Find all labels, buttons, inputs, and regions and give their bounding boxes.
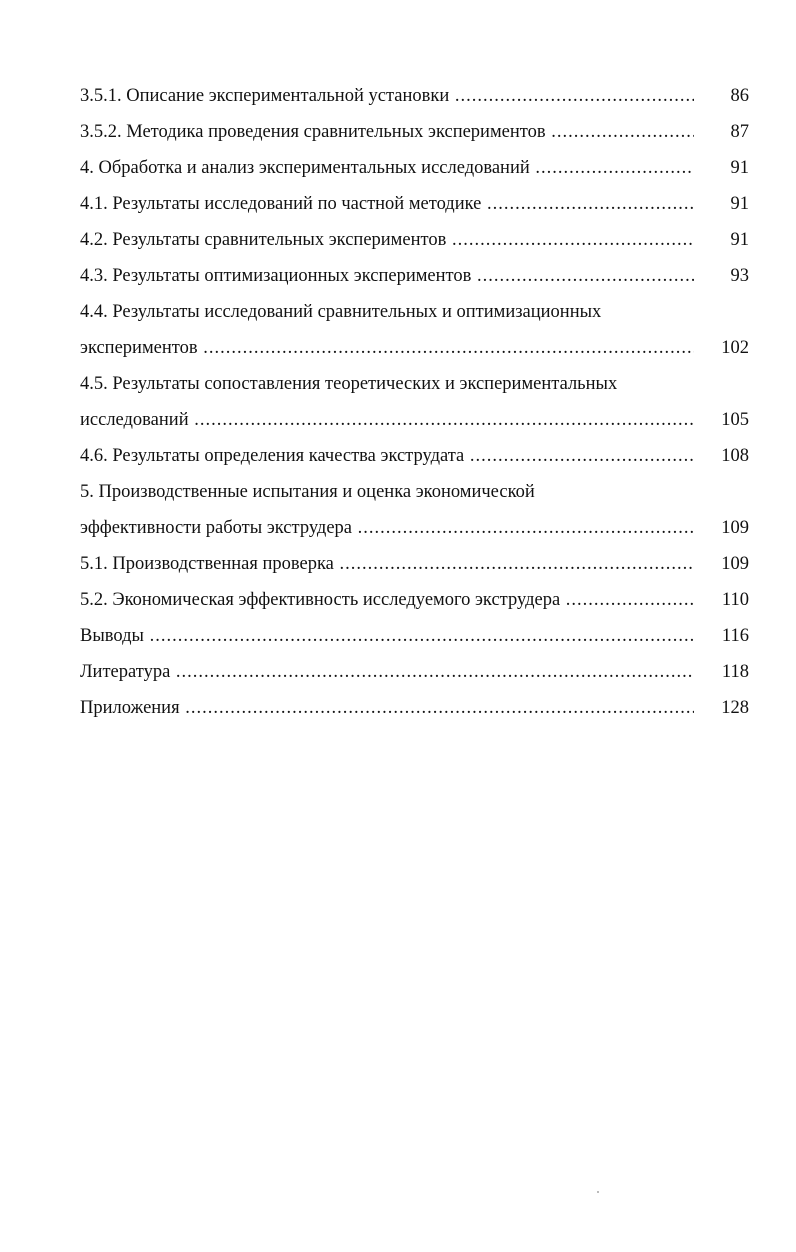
toc-entry-title: 5.2. Экономическая эффективность исследуемого экструдера ..... [80,582,694,618]
toc-entry [80,582,752,618]
toc-entry-title: Приложения ..... [80,690,694,726]
toc-entry-title: 4.1. Результаты исследований по частной методике ..... [80,186,694,222]
toc-entry-title: 4.5. Результаты сопоставления теоретических и экспериментальных [80,374,618,394]
toc-entry-title: Выводы ..... [80,618,694,654]
toc-entry [80,654,752,690]
toc-entry-page: 118 [721,662,749,682]
toc-entry-page: 109 [721,554,749,574]
toc-entry-title: 4.3. Результаты оптимизационных экспериментов ..... [80,258,694,294]
toc-entry [80,114,752,150]
toc-entry-title: 4.2. Результаты сравнительных экспериментов ..... [80,222,694,258]
toc-entry [80,690,752,726]
toc-entry-page: 91 [730,158,749,178]
toc-entry-page: 87 [730,122,749,142]
toc-entry [80,150,752,186]
scan-speck [597,1191,599,1193]
toc-entry-title: 3.5.1. Описание экспериментальной установки ..... [80,78,694,114]
toc-entry-heading-line [80,474,752,510]
toc-entry-page: 105 [721,410,749,430]
toc-entry-page: 93 [730,266,749,286]
toc-entry-title-continued: эффективности работы экструдера ..... [80,510,694,546]
toc-entry-page: 128 [721,698,749,718]
toc-entry [80,222,752,258]
toc-entry-page: 102 [721,338,749,358]
toc-entry-title: Литература ..... [80,654,694,690]
toc-entry [80,78,752,114]
toc-entry-page: 91 [730,230,749,250]
toc-entry [80,258,752,294]
toc-entry-heading-line [80,366,752,402]
toc-entry-page: 108 [721,446,749,466]
table-of-contents [80,78,752,726]
toc-entry-page: 110 [721,590,749,610]
toc-entry-page: 86 [730,86,749,106]
toc-entry-title: 5.1. Производственная проверка ..... [80,546,694,582]
toc-entry [80,186,752,222]
toc-entry-continuation-line [80,330,752,366]
toc-entry-title: 4.4. Результаты исследований сравнительных и оптимизационных [80,302,602,322]
toc-entry [80,618,752,654]
toc-entry-title-continued: экспериментов ..... [80,330,694,366]
toc-entry-page: 116 [721,626,749,646]
toc-entry-page: 91 [730,194,749,214]
toc-entry-title: 3.5.2. Методика проведения сравнительных экспериментов ..... [80,114,694,150]
toc-entry [80,438,752,474]
toc-entry-heading-line [80,294,752,330]
toc-entry-page: 109 [721,518,749,538]
toc-entry-continuation-line [80,402,752,438]
toc-entry-continuation-line [80,510,752,546]
toc-entry-title: 5. Производственные испытания и оценка экономической [80,482,535,502]
toc-entry-title-continued: исследований ..... [80,402,694,438]
toc-entry [80,546,752,582]
toc-entry-title: 4. Обработка и анализ экспериментальных исследований ..... [80,150,694,186]
toc-entry-title: 4.6. Результаты определения качества экструдата ..... [80,438,694,474]
